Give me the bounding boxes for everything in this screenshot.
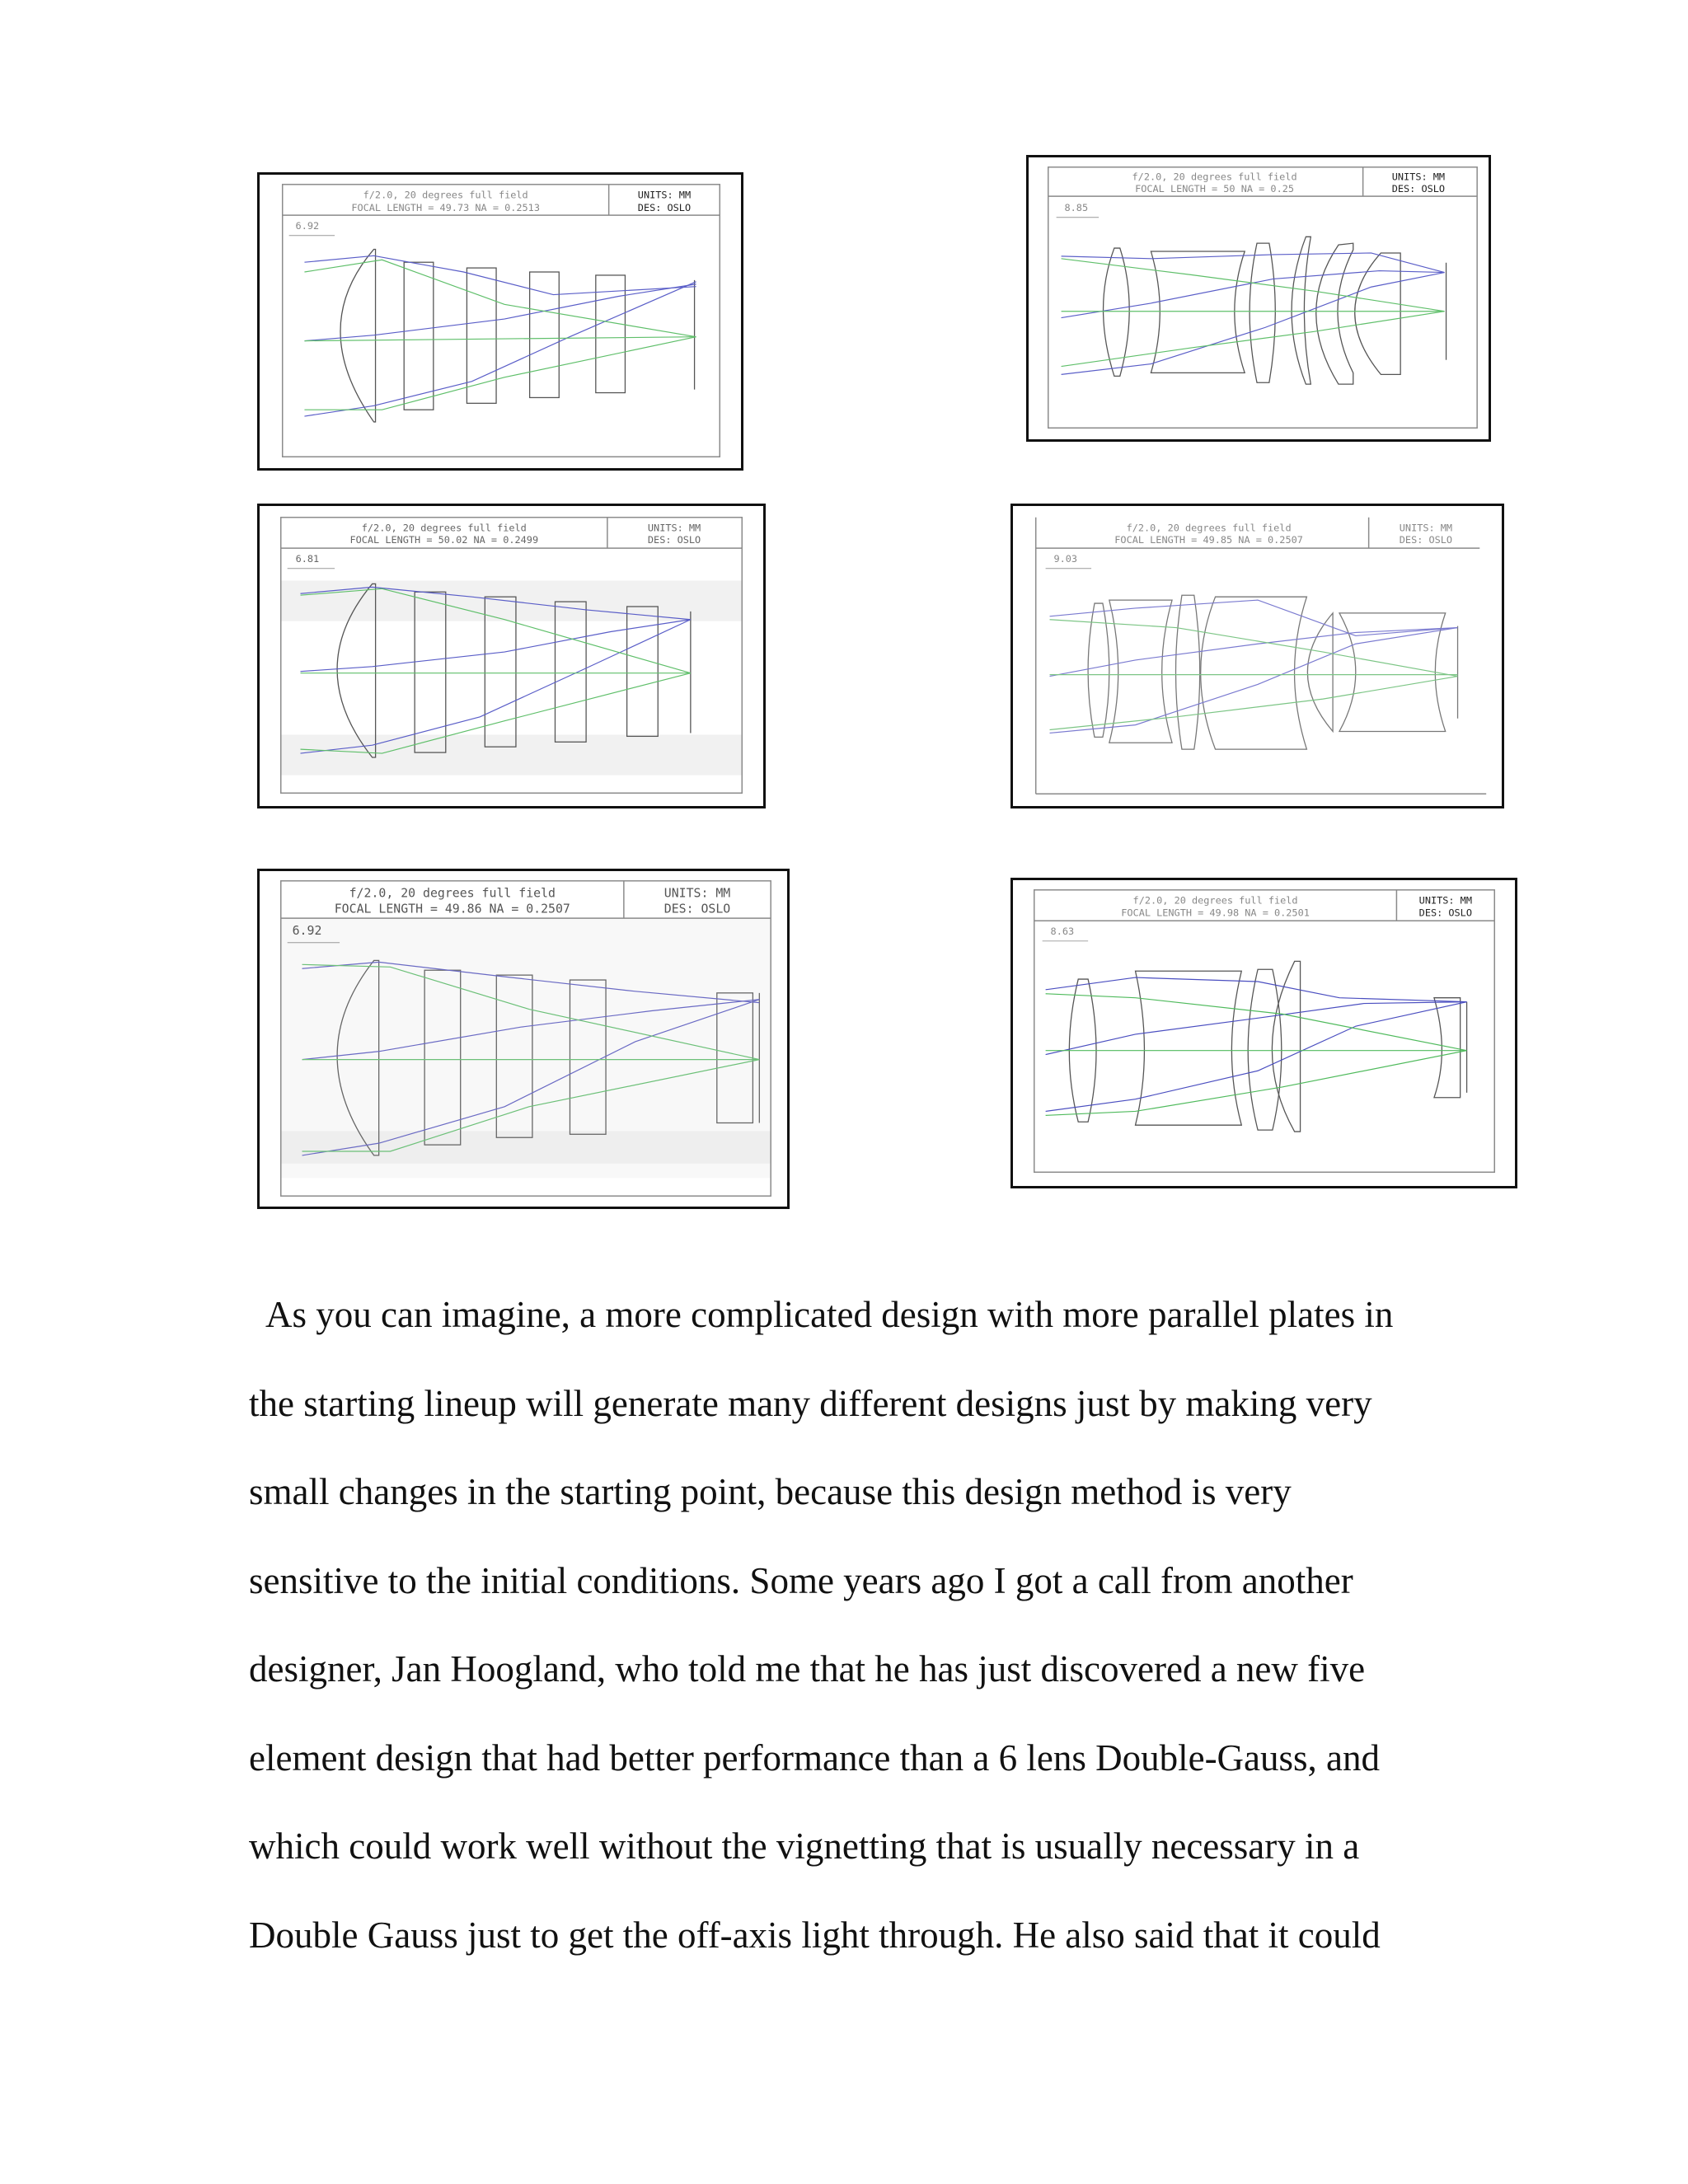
designer-label: DES: OSLO: [1391, 183, 1446, 195]
ray: [304, 284, 696, 341]
lens-element: [1109, 600, 1172, 743]
figure-title: f/2.0, 20 degrees full field: [1132, 894, 1298, 907]
focal-length-label: FOCAL LENGTH = 49.98 NA = 0.2501: [1121, 907, 1310, 919]
lens-element: [1307, 613, 1333, 732]
paragraph-line: the starting lineup will generate many different designs just by making very: [249, 1382, 1372, 1424]
lens-element: [1136, 971, 1242, 1125]
ray: [304, 260, 696, 336]
green-rays: [1046, 994, 1467, 1116]
lens-element: [1151, 251, 1245, 373]
scale-value: 6.92: [292, 923, 322, 938]
designer-label: DES: OSLO: [647, 534, 701, 546]
ray: [304, 255, 696, 294]
scale-value: 8.63: [1050, 925, 1075, 937]
designer-label: DES: OSLO: [663, 902, 731, 916]
lens-element: [1176, 595, 1200, 749]
lens-element: [1292, 237, 1311, 384]
blue-rays: [1050, 600, 1458, 733]
green-rays: [1050, 620, 1458, 730]
lens-element: [627, 607, 659, 736]
lens-diagram-5-svg: [260, 871, 787, 1207]
figure-title: f/2.0, 20 degrees full field: [1126, 522, 1292, 534]
lens-diagram-3-svg: [260, 506, 763, 806]
lens-element: [530, 272, 560, 397]
lens-element: [1250, 243, 1275, 382]
body-paragraph: [249, 1271, 1452, 1980]
focal-length-label: FOCAL LENGTH = 50.02 NA = 0.2499: [349, 534, 539, 546]
designer-label: DES: OSLO: [637, 202, 692, 214]
focal-length-label: FOCAL LENGTH = 49.86 NA = 0.2507: [334, 902, 570, 916]
lens-element: [1248, 969, 1282, 1130]
lens-element: [596, 275, 626, 393]
ray: [1046, 994, 1467, 1051]
ray: [1050, 628, 1458, 733]
lens-diagram-4-svg: [1013, 506, 1502, 806]
scale-value: 6.92: [295, 219, 320, 232]
designer-label: DES: OSLO: [1399, 534, 1453, 546]
ray: [1046, 1002, 1467, 1055]
lens-diagram-4: [1010, 504, 1504, 808]
plot-frame: [1048, 167, 1477, 428]
paragraph-line: which could work well without the vignetting that is usually necessary in a: [249, 1825, 1360, 1867]
plot-frame: [283, 185, 720, 457]
paragraph-line: As you can imagine, a more complicated design with more parallel plates in: [249, 1294, 1394, 1335]
ray: [1046, 1051, 1467, 1116]
lens-diagram-1-svg: [260, 175, 741, 468]
units-label: UNITS: MM: [663, 886, 731, 901]
paragraph-line: sensitive to the initial conditions. Some years ago I got a call from another: [249, 1559, 1353, 1601]
lens-element: [555, 602, 586, 742]
ray: [304, 337, 696, 410]
ray: [1050, 628, 1458, 677]
units-label: UNITS: MM: [637, 189, 692, 201]
lens-elements: [1069, 961, 1466, 1132]
focal-length-label: FOCAL LENGTH = 49.73 NA = 0.2513: [351, 202, 540, 214]
units-label: UNITS: MM: [1399, 522, 1453, 534]
figure-title: f/2.0, 20 degrees full field: [349, 886, 556, 901]
lens-element: [1316, 243, 1353, 384]
shaded-band: [281, 734, 743, 775]
designer-label: DES: OSLO: [1418, 907, 1472, 919]
lens-element: [404, 262, 434, 410]
units-label: UNITS: MM: [1418, 894, 1472, 907]
focal-length-label: FOCAL LENGTH = 49.85 NA = 0.2507: [1114, 534, 1303, 546]
paragraph-line: designer, Jan Hoogland, who told me that he has just discovered a new five: [249, 1648, 1366, 1690]
figure-title: f/2.0, 20 degrees full field: [361, 522, 527, 534]
figure-title: f/2.0, 20 degrees full field: [363, 189, 528, 201]
units-label: UNITS: MM: [647, 522, 701, 534]
ray: [1062, 271, 1445, 318]
lens-element: [1201, 597, 1307, 749]
green-rays: [304, 260, 696, 410]
ray: [304, 337, 696, 341]
scale-value: 6.81: [295, 552, 320, 565]
lens-elements: [1088, 595, 1457, 749]
ray: [301, 620, 691, 672]
units-label: UNITS: MM: [1391, 171, 1446, 183]
paragraph-line: element design that had better performance than a 6 lens Double-Gauss, and: [249, 1736, 1381, 1779]
paragraph-line: small changes in the starting point, because this design method is very: [249, 1471, 1292, 1512]
paragraph-line: Double Gauss just to get the off-axis light through. He also said that it could: [249, 1914, 1381, 1956]
ray: [1050, 677, 1458, 730]
focal-length-label: FOCAL LENGTH = 50 NA = 0.25: [1135, 183, 1295, 195]
lens-diagram-6-svg: [1013, 880, 1515, 1186]
lens-diagram-2-svg: [1029, 157, 1489, 439]
lens-elements: [340, 249, 695, 421]
lens-diagram-1: [257, 172, 743, 471]
scale-value: 9.03: [1053, 552, 1078, 565]
ray: [1046, 977, 1467, 1002]
lens-diagram-6: [1010, 878, 1517, 1188]
figure-title: f/2.0, 20 degrees full field: [1132, 171, 1297, 183]
lens-element: [1434, 998, 1461, 1098]
lens-diagram-3: [257, 504, 766, 808]
green-rays: [1062, 259, 1445, 367]
lens-diagram-2: [1026, 155, 1491, 442]
ray: [1050, 620, 1458, 677]
lens-diagram-5: [257, 869, 790, 1209]
blue-rays: [304, 255, 696, 416]
scale-value: 8.85: [1064, 201, 1089, 213]
ray: [301, 620, 691, 753]
